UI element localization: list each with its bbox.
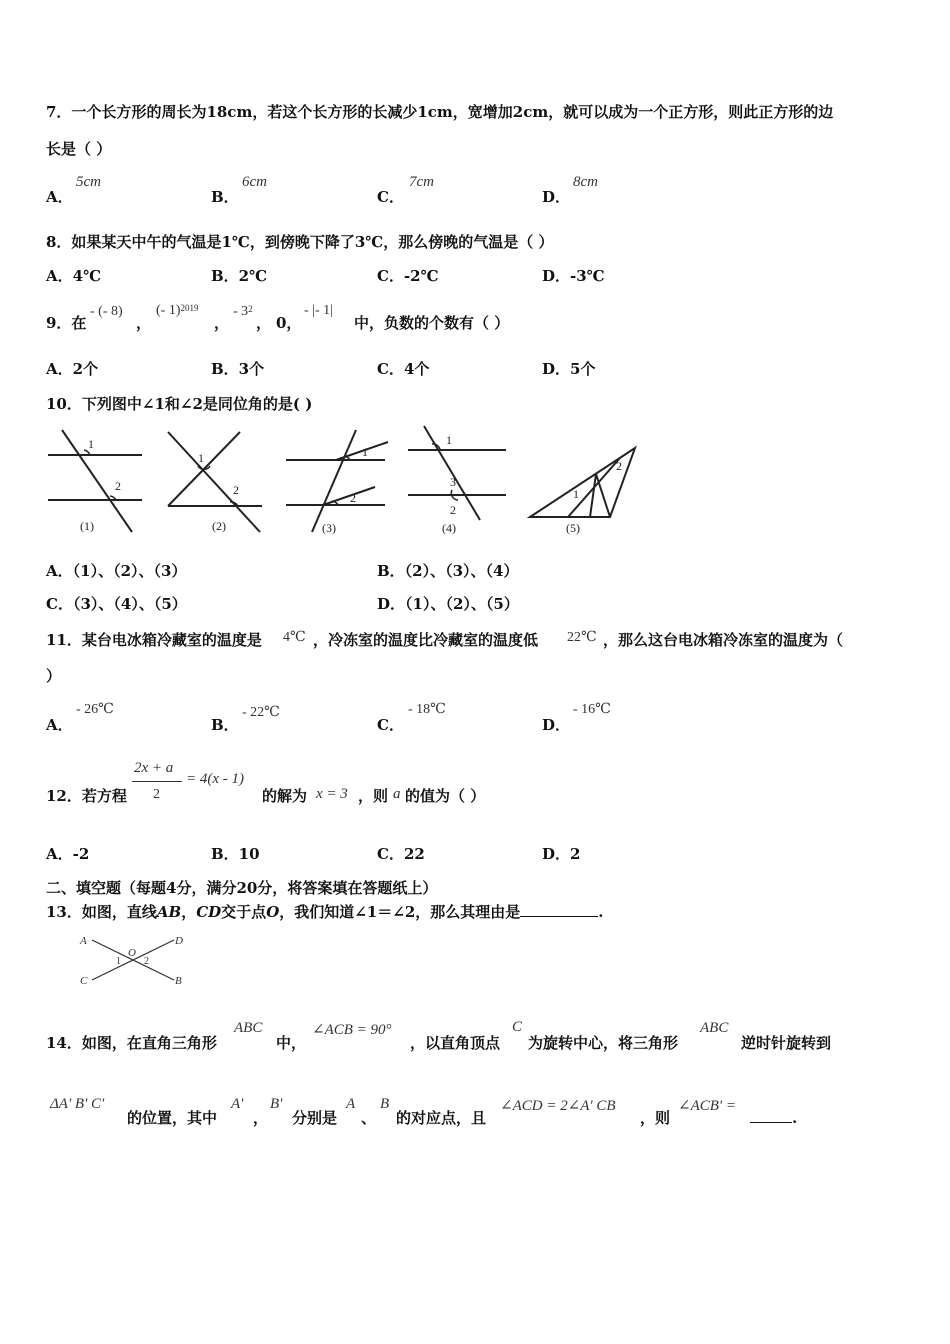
q11-option-c: - 18℃ [408,702,446,717]
q10-figure-3 [286,430,388,535]
q9-comma-3: ， [256,314,272,332]
q10-figure-4 [408,426,506,535]
q8-option-d: D．-3℃ [542,267,605,285]
q12-numerator: 2x + a [134,760,174,776]
q12-solution: x = 3 [316,786,348,802]
q14-comma: ， [253,1109,269,1127]
q14-triangle-abc: ABC [234,1020,263,1036]
q9-prefix: 9．在 [46,314,87,332]
q11-temp-fridge: 4℃ [283,630,306,645]
q7-stem-line1: 7．一个长方形的周长为18cm，若这个长方形的长减少1cm，宽增加2cm，就可以成为一个正方形，则此正方形的边 [46,103,834,121]
q14-a-prime: A' [231,1096,244,1112]
q14-equation: ∠ACD = 2∠A' CB [500,1098,616,1114]
section2-title: 二、填空题（每题4分，满分20分，将答案填在答题纸上） [46,879,438,897]
q13-point-o: O [266,903,280,921]
q13-fig-label-o: O [128,947,136,959]
q14-triangle-prime: ΔA' B' C' [50,1096,105,1112]
q9-comma-1: ， [136,314,152,332]
q14-point-a: A [346,1096,356,1112]
q9-option-b: B．3个 [211,360,265,378]
q10-fig4-caption: (4) [442,521,456,535]
q8-option-c: C．-2℃ [377,267,439,285]
q10-figure-1 [48,430,142,533]
q10-fig5-angle1: 1 [573,487,579,501]
q11-option-b: - 22℃ [242,705,280,720]
q10-fig3-caption: (3) [322,521,336,535]
q13-stem: 13．如图，直线AB，CD交于点O，我们知道∠1＝∠2，那么其理由是 . [46,903,604,921]
q10-fig1-angle2: 2 [115,479,121,493]
q14-ask: ∠ACB' = [678,1098,736,1114]
q10-figure-2 [168,432,262,533]
q7-option-c-label: C． [377,188,404,206]
q12-middle: 的解为 [262,787,308,805]
q11-stem-line2: ） [46,667,62,685]
q7-option-d: 8cm [573,174,598,190]
q12-prefix: 12．若方程 [46,787,127,805]
q7-option-d-label: D． [542,188,571,206]
q10-fig4-angle3: 3 [450,475,456,489]
q12-denominator: 2 [153,787,160,802]
q9-suffix: 中，负数的个数有（ ） [354,314,510,332]
q8-option-b: B．2℃ [211,267,268,285]
q12-option-a: A．-2 [46,845,90,863]
q9-comma-2: ， [214,314,230,332]
q11-temp-diff: 22℃ [567,630,597,645]
q10-fig5-caption: (5) [566,521,580,535]
q11-option-c-label: C． [377,716,404,734]
q11-option-d-label: D． [542,716,571,734]
q14-zhong: 中， [276,1034,307,1052]
q8-stem: 8．如果某天中午的气温是1℃，到傍晚下降了3℃，那么傍晚的气温是（ ） [46,233,554,251]
q7-stem-line2: 长是（ ） [46,140,112,158]
q14-mid1: ，以直角顶点 [410,1034,501,1052]
q10-fig2-caption: (2) [212,519,226,533]
q13-line-cd: CD [196,903,222,921]
q13-fig-angle-1: 1 [116,956,121,967]
q10-fig4-angle2: 2 [450,503,456,517]
q12-suffix: 的值为（ ） [405,787,486,805]
q11-option-b-label: B． [211,716,239,734]
q9-expr-neg3-sq: - $3^2$ [233,304,253,319]
q14-dun: 、 [361,1109,377,1127]
q14-mid2: 为旋转中心，将三角形 [528,1034,679,1052]
q12-var-a: a [393,786,401,802]
q14-b-prime: B' [270,1096,283,1112]
q9-expr-neg1-pow: (- 1)$^{2019}$ [156,303,199,318]
q9-option-a: A．2个 [46,360,99,378]
q9-expr-neg-abs: - |- 1| [304,303,333,318]
q11-option-a: - 26℃ [76,702,114,717]
q7-option-a: 5cm [76,174,101,190]
q7-option-c: 7cm [409,174,434,190]
q13-answer-blank [520,904,598,917]
q13-fig-angle-2: 2 [144,956,149,967]
q11-stem-b: ，冷冻室的温度比冷藏室的温度低 [313,631,539,649]
q11-stem-c: ，那么这台电冰箱冷冻室的温度为（ [603,631,844,649]
q14-answer-blank [750,1110,792,1123]
q14-answer-line: . [750,1109,797,1127]
q13-fig-label-b: B [175,975,182,987]
q14-ze: ，则 [640,1109,671,1127]
q12-fraction-bar [132,781,182,782]
q13-fig-label-d: D [175,935,183,947]
q14-position: 的位置，其中 [127,1109,218,1127]
q12-rhs: = 4(x - 1) [186,771,245,787]
q14-mid3: 逆时针旋转到 [741,1034,832,1052]
q14-point-b: B [380,1096,390,1112]
q11-option-a-label: A． [46,716,73,734]
q10-fig3-angle2: 2 [350,491,356,505]
q7-option-a-label: A． [46,188,73,206]
q13-figure [74,932,194,990]
q10-fig2-angle2: 2 [233,483,239,497]
q14-vertex-c: C [512,1019,523,1035]
q14-fenbie: 分别是 [292,1109,338,1127]
q10-fig1-angle1: 1 [88,437,94,451]
q9-expr-neg-neg8: - (- 8) [90,304,123,319]
q7-option-b: 6cm [242,174,267,190]
q12-option-c: C．22 [377,845,425,863]
q10-option-a: A．（1）、（2）、（3） [46,562,187,580]
q9-option-d: D．5个 [542,360,596,378]
q10-fig1-caption: (1) [80,519,94,533]
q13-line-ab: AB [156,903,182,921]
q14-duiying: 的对应点，且 [396,1109,487,1127]
q10-fig5-angle2: 2 [616,459,622,473]
q14-triangle-abc-2: ABC [700,1020,729,1036]
q10-stem: 10．下列图中∠1和∠2是同位角的是( ) [46,395,313,413]
q12-option-d: D．2 [542,845,581,863]
q13-fig-label-c: C [80,975,88,987]
q10-fig2-angle1: 1 [198,451,204,465]
q10-figures [40,420,650,540]
q10-option-c: C．（3）、（4）、（5） [46,595,187,613]
q10-fig4-angle1: 1 [446,433,452,447]
q10-figure-5 [530,448,635,535]
q12-then: ，则 [358,787,389,805]
q14-prefix: 14．如图，在直角三角形 [46,1034,217,1052]
q12-option-b: B．10 [211,845,260,863]
q13-fig-label-a: A [80,935,87,947]
q14-angle-acb: ∠ACB = 90° [312,1022,392,1038]
q7-option-b-label: B． [211,188,239,206]
q11-option-d: - 16℃ [573,702,611,717]
q9-option-c: C．4个 [377,360,430,378]
q10-option-d: D．（1）、（2）、（5） [377,595,519,613]
q10-fig3-angle1: 1 [362,445,368,459]
q8-option-a: A．4℃ [46,267,102,285]
q10-option-b: B．（2）、（3）、（4） [377,562,519,580]
q9-zero: 0， [276,314,302,332]
q11-stem-a: 11．某台电冰箱冷藏室的温度是 [46,631,262,649]
